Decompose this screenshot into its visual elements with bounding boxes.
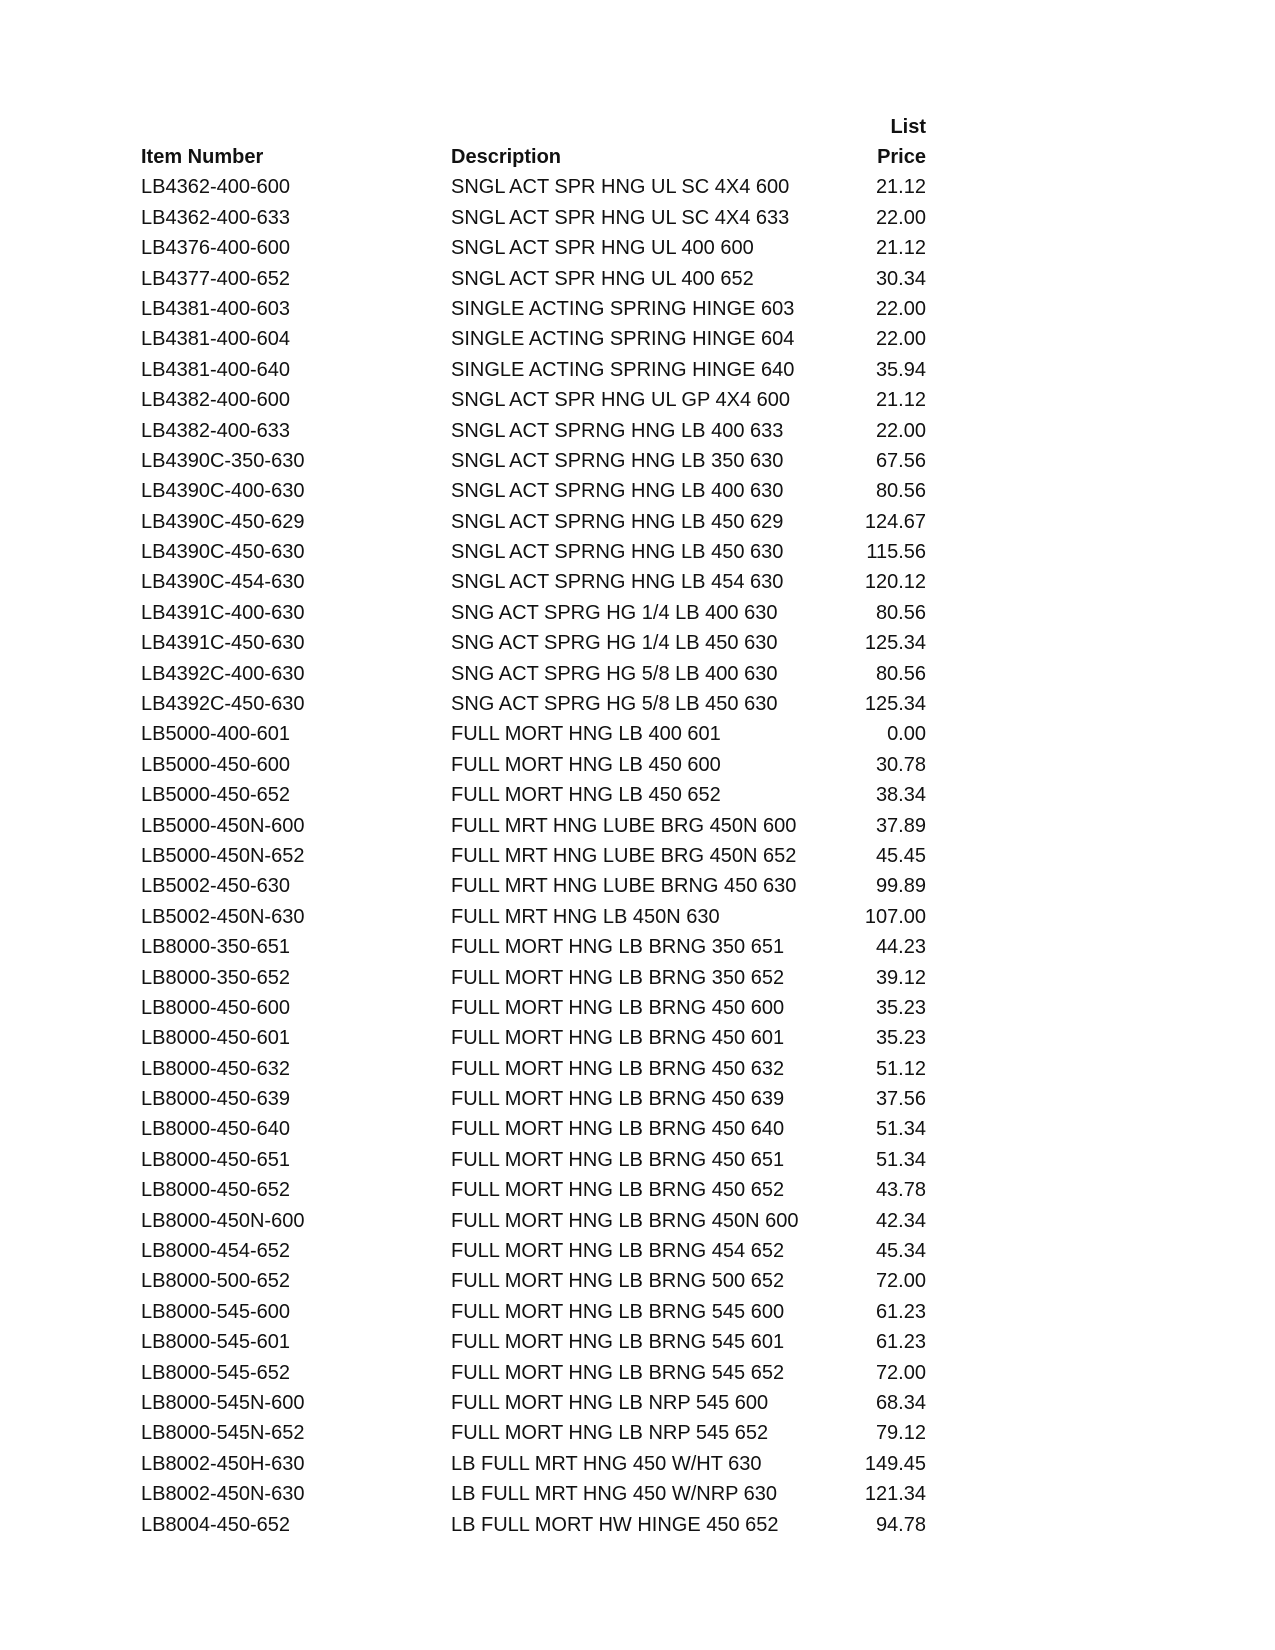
- price-list-rows: [141, 172, 931, 1540]
- table-row: [141, 264, 931, 294]
- list-price-cell: 30.34: [875, 267, 926, 290]
- table-row: [141, 233, 931, 263]
- item-number-cell: LB4390C-350-630: [141, 449, 305, 472]
- description-cell: SNG ACT SPRG HG 5/8 LB 450 630: [451, 693, 778, 716]
- table-row: [141, 1206, 931, 1236]
- description-cell: SNGL ACT SPRNG HNG LB 350 630: [451, 449, 784, 472]
- list-price-cell: 37.89: [875, 814, 926, 837]
- list-price-cell: 67.56: [875, 449, 926, 472]
- description-cell: FULL MORT HNG LB BRNG 350 652: [451, 966, 785, 989]
- description-cell: FULL MORT HNG LB BRNG 350 651: [451, 936, 785, 959]
- description-cell: FULL MRT HNG LUBE BRG 450N 652: [451, 844, 797, 867]
- list-price-cell: 94.78: [875, 1513, 926, 1536]
- item-number-cell: LB8000-450N-600: [141, 1209, 305, 1232]
- list-price-cell: 39.12: [875, 966, 926, 989]
- table-row: [141, 1084, 931, 1114]
- description-cell: FULL MORT HNG LB BRNG 545 652: [451, 1361, 785, 1384]
- description-cell: SNGL ACT SPR HNG UL 400 600: [451, 237, 754, 260]
- list-price-cell: 80.56: [875, 662, 926, 685]
- item-number-cell: LB8000-545-601: [141, 1331, 291, 1354]
- table-row: [141, 780, 931, 810]
- table-row: [141, 1418, 931, 1448]
- header-row-top: [141, 112, 931, 142]
- table-row: [141, 811, 931, 841]
- list-price-cell: 51.34: [875, 1148, 926, 1171]
- item-number-cell: LB5002-450N-630: [141, 905, 305, 928]
- table-row: [141, 507, 931, 537]
- item-number-cell: LB4390C-454-630: [141, 571, 305, 594]
- list-price-cell: 35.94: [875, 358, 926, 381]
- description-cell: SNGL ACT SPRNG HNG LB 400 633: [451, 419, 784, 442]
- list-price-cell: 121.34: [864, 1483, 926, 1506]
- description-cell: FULL MORT HNG LB BRNG 450 651: [451, 1148, 785, 1171]
- description-cell: FULL MORT HNG LB BRNG 500 652: [451, 1270, 785, 1293]
- list-price-cell: 80.56: [875, 480, 926, 503]
- description-cell: FULL MORT HNG LB 400 601: [451, 723, 721, 746]
- description-cell: FULL MORT HNG LB NRP 545 600: [451, 1392, 769, 1414]
- table-row: [141, 1236, 931, 1266]
- description-cell: SINGLE ACTING SPRING HINGE 604: [451, 328, 795, 351]
- table-row: [141, 750, 931, 780]
- header-item-number: Item Number: [141, 145, 264, 168]
- table-row: [141, 963, 931, 993]
- item-number-cell: LB8000-450-601: [141, 1027, 291, 1050]
- table-row: [141, 902, 931, 932]
- item-number-cell: LB8000-350-652: [141, 966, 291, 989]
- item-number-cell: LB4381-400-640: [141, 358, 291, 381]
- description-cell: SINGLE ACTING SPRING HINGE 603: [451, 297, 795, 320]
- description-cell: FULL MORT HNG LB BRNG 450 652: [451, 1179, 785, 1202]
- description-cell: FULL MRT HNG LB 450N 630: [451, 905, 720, 928]
- item-number-cell: LB5000-450N-652: [141, 844, 305, 867]
- item-number-cell: LB4381-400-604: [141, 328, 291, 351]
- description-cell: SNGL ACT SPR HNG UL GP 4X4 600: [451, 389, 791, 412]
- list-price-cell: 80.56: [875, 601, 926, 624]
- table-row: [141, 1510, 931, 1540]
- description-cell: LB FULL MRT HNG 450 W/NRP 630: [451, 1483, 778, 1506]
- description-cell: FULL MORT HNG LB NRP 545 652: [451, 1422, 769, 1445]
- description-cell: FULL MRT HNG LUBE BRG 450N 600: [451, 814, 797, 837]
- item-number-cell: LB4377-400-652: [141, 267, 291, 290]
- item-number-cell: LB8000-350-651: [141, 936, 291, 959]
- list-price-cell: 35.23: [875, 1027, 926, 1050]
- header-row: [141, 142, 931, 172]
- table-row: [141, 1358, 931, 1388]
- list-price-cell: 21.12: [875, 237, 926, 260]
- list-price-cell: 107.00: [864, 905, 926, 928]
- description-cell: SNGL ACT SPRNG HNG LB 454 630: [451, 571, 784, 594]
- list-price-cell: 120.12: [864, 571, 926, 594]
- list-price-cell: 44.23: [875, 936, 926, 959]
- item-number-cell: LB8000-450-632: [141, 1057, 291, 1080]
- table-row: [141, 355, 931, 385]
- table-row: [141, 416, 931, 446]
- list-price-cell: 99.89: [875, 875, 926, 898]
- list-price-cell: 125.34: [864, 693, 926, 716]
- description-cell: FULL MORT HNG LB 450 652: [451, 784, 721, 807]
- table-row: [141, 719, 931, 749]
- table-row: [141, 476, 931, 506]
- item-number-cell: LB8002-450N-630: [141, 1483, 305, 1506]
- description-cell: FULL MORT HNG LB BRNG 450 639: [451, 1088, 785, 1111]
- item-number-cell: LB8000-545N-652: [141, 1422, 305, 1445]
- description-cell: SNGL ACT SPRNG HNG LB 400 630: [451, 480, 784, 503]
- header-list-price-line1: List: [890, 115, 926, 138]
- item-number-cell: LB8000-450-651: [141, 1148, 291, 1171]
- table-row: [141, 294, 931, 324]
- table-row: [141, 1479, 931, 1509]
- table-row: [141, 1115, 931, 1145]
- description-cell: SNG ACT SPRG HG 1/4 LB 400 630: [451, 601, 778, 624]
- list-price-cell: 43.78: [875, 1179, 926, 1202]
- list-price-cell: 51.12: [875, 1057, 926, 1080]
- table-row: [141, 871, 931, 901]
- list-price-cell: 61.23: [875, 1331, 926, 1354]
- description-cell: SNGL ACT SPRNG HNG LB 450 629: [451, 510, 784, 533]
- description-cell: FULL MORT HNG LB BRNG 545 601: [451, 1331, 785, 1354]
- table-row: [141, 385, 931, 415]
- item-number-cell: LB8002-450H-630: [141, 1452, 305, 1475]
- item-number-cell: LB4391C-400-630: [141, 601, 305, 624]
- item-number-cell: LB4376-400-600: [141, 237, 291, 260]
- table-row: [141, 1145, 931, 1175]
- price-list-sheet: [141, 112, 931, 1540]
- item-number-cell: LB5002-450-630: [141, 875, 291, 898]
- table-row: [141, 1266, 931, 1296]
- description-cell: FULL MRT HNG LUBE BRNG 450 630: [451, 875, 797, 898]
- list-price-cell: 124.67: [864, 510, 926, 533]
- list-price-cell: 45.34: [875, 1240, 926, 1263]
- item-number-cell: LB4391C-450-630: [141, 632, 305, 655]
- description-cell: SNG ACT SPRG HG 1/4 LB 450 630: [451, 632, 778, 655]
- list-price-cell: 0.00: [887, 723, 926, 746]
- table-row: [141, 993, 931, 1023]
- table-row: [141, 1023, 931, 1053]
- item-number-cell: LB4362-400-633: [141, 206, 291, 229]
- list-price-cell: 22.00: [875, 328, 926, 351]
- description-cell: SNGL ACT SPR HNG UL 400 652: [451, 267, 754, 290]
- description-cell: FULL MORT HNG LB BRNG 454 652: [451, 1240, 785, 1263]
- item-number-cell: LB8000-545-600: [141, 1300, 291, 1323]
- description-cell: SNGL ACT SPR HNG UL SC 4X4 600: [451, 176, 790, 199]
- list-price-cell: 21.12: [875, 176, 926, 199]
- list-price-cell: 45.45: [875, 844, 926, 867]
- item-number-cell: LB8000-450-600: [141, 996, 291, 1019]
- list-price-cell: 51.34: [875, 1118, 926, 1141]
- description-cell: SINGLE ACTING SPRING HINGE 640: [451, 358, 795, 381]
- list-price-cell: 72.00: [875, 1361, 926, 1384]
- description-cell: LB FULL MORT HW HINGE 450 652: [451, 1513, 779, 1536]
- table-row: [141, 689, 931, 719]
- item-number-cell: LB4390C-400-630: [141, 480, 305, 503]
- header-list-price-line2: Price: [877, 145, 926, 168]
- description-cell: FULL MORT HNG LB BRNG 450 600: [451, 996, 785, 1019]
- item-number-cell: LB4390C-450-630: [141, 541, 305, 564]
- description-cell: FULL MORT HNG LB 450 600: [451, 753, 721, 776]
- table-row: [141, 1449, 931, 1479]
- description-cell: SNGL ACT SPRNG HNG LB 450 630: [451, 541, 784, 564]
- list-price-cell: 35.23: [875, 996, 926, 1019]
- table-row: [141, 659, 931, 689]
- table-row: [141, 1327, 931, 1357]
- table-row: [141, 628, 931, 658]
- item-number-cell: LB4381-400-603: [141, 297, 291, 320]
- table-row: [141, 203, 931, 233]
- description-cell: FULL MORT HNG LB BRNG 450N 600: [451, 1209, 799, 1232]
- table-row: [141, 446, 931, 476]
- list-price-cell: 72.00: [875, 1270, 926, 1293]
- item-number-cell: LB8004-450-652: [141, 1513, 291, 1536]
- list-price-cell: 22.00: [875, 419, 926, 442]
- table-row: [141, 598, 931, 628]
- item-number-cell: LB4362-400-600: [141, 176, 291, 199]
- description-cell: LB FULL MRT HNG 450 W/HT 630: [451, 1452, 762, 1475]
- item-number-cell: LB8000-454-652: [141, 1240, 291, 1263]
- description-cell: FULL MORT HNG LB BRNG 545 600: [451, 1300, 785, 1323]
- list-price-cell: 79.12: [875, 1422, 926, 1445]
- list-price-cell: 61.23: [875, 1300, 926, 1323]
- description-cell: SNGL ACT SPR HNG UL SC 4X4 633: [451, 206, 790, 229]
- item-number-cell: LB8000-450-640: [141, 1118, 291, 1141]
- item-number-cell: LB4392C-450-630: [141, 693, 305, 716]
- item-number-cell: LB5000-450N-600: [141, 814, 305, 837]
- item-number-cell: LB5000-400-601: [141, 723, 291, 746]
- list-price-cell: 115.56: [866, 541, 926, 564]
- item-number-cell: LB4390C-450-629: [141, 510, 305, 533]
- list-price-cell: 22.00: [875, 206, 926, 229]
- header-description: Description: [451, 145, 562, 168]
- list-price-cell: 30.78: [875, 753, 926, 776]
- table-row: [141, 324, 931, 354]
- list-price-cell: 21.12: [875, 389, 926, 412]
- list-price-cell: 149.45: [864, 1452, 926, 1475]
- table-row: [141, 841, 931, 871]
- table-row: [141, 1175, 931, 1205]
- list-price-cell: 42.34: [875, 1209, 926, 1232]
- table-row: [141, 1054, 931, 1084]
- description-cell: FULL MORT HNG LB BRNG 450 601: [451, 1027, 785, 1050]
- item-number-cell: LB8000-500-652: [141, 1270, 291, 1293]
- list-price-cell: 68.34: [875, 1392, 926, 1414]
- table-row: [141, 932, 931, 962]
- item-number-cell: LB8000-545-652: [141, 1361, 291, 1384]
- item-number-cell: LB5000-450-600: [141, 753, 291, 776]
- item-number-cell: LB8000-450-639: [141, 1088, 291, 1111]
- item-number-cell: LB8000-545N-600: [141, 1392, 305, 1414]
- item-number-cell: LB4382-400-633: [141, 419, 291, 442]
- description-cell: FULL MORT HNG LB BRNG 450 632: [451, 1057, 785, 1080]
- table-row: [141, 537, 931, 567]
- table-row: [141, 567, 931, 597]
- table-row: [141, 172, 931, 202]
- table-row: [141, 1388, 931, 1418]
- item-number-cell: LB8000-450-652: [141, 1179, 291, 1202]
- description-cell: FULL MORT HNG LB BRNG 450 640: [451, 1118, 785, 1141]
- table-row: [141, 1297, 931, 1327]
- description-cell: SNG ACT SPRG HG 5/8 LB 400 630: [451, 662, 778, 685]
- list-price-cell: 125.34: [864, 632, 926, 655]
- list-price-cell: 38.34: [875, 784, 926, 807]
- list-price-cell: 37.56: [875, 1088, 926, 1111]
- item-number-cell: LB4392C-400-630: [141, 662, 305, 685]
- item-number-cell: LB4382-400-600: [141, 389, 291, 412]
- list-price-cell: 22.00: [875, 297, 926, 320]
- item-number-cell: LB5000-450-652: [141, 784, 291, 807]
